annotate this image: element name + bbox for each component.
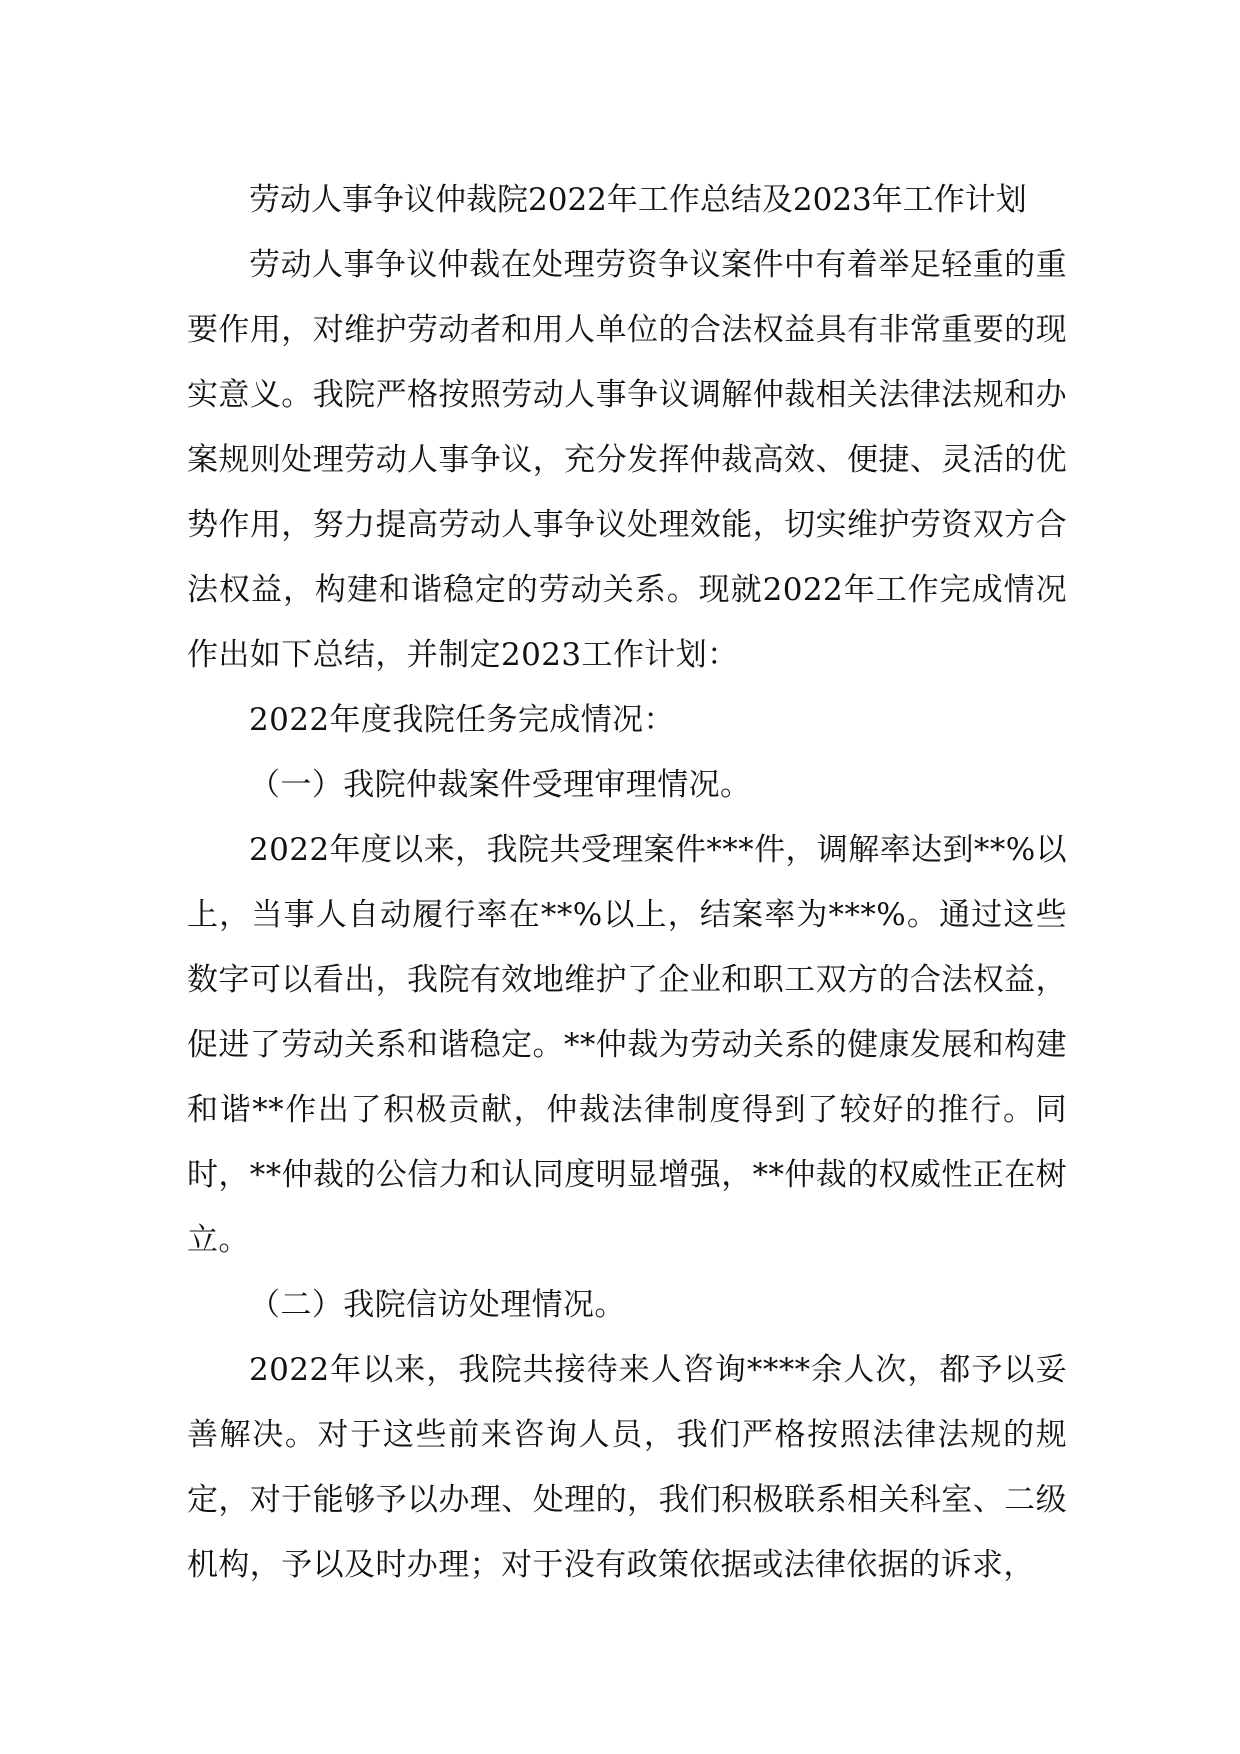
paragraph-intro: 劳动人事争议仲裁在处理劳资争议案件中有着举足轻重的重要作用，对维护劳动者和用人单位的合法权益具有非常重要的现实意义。我院严格按照劳动人事争议调解仲裁相关法律法规和办案规则处理劳动人事争议，充分发挥仲裁高效、便捷、灵活的优势作用，努力提高劳动人事争议处理效能，切实维护劳资双方合法权益，构建和谐稳定的劳动关系。现就2022年工作完成情况作出如下总结，并制定2023工作计划： [187, 247, 1067, 673]
paragraph-subheading-2: （二）我院信访处理情况。 [249, 1287, 626, 1323]
paragraph-section-heading: 2022年度我院任务完成情况： [249, 702, 675, 738]
paragraph-cases: 2022年度以来，我院共受理案件***件，调解率达到**%以上，当事人自动履行率在**%以上，结案率为***%。通过这些数字可以看出，我院有效地维护了企业和职工双方的合法权益，促进了劳动关系和谐稳定。**仲裁为劳动关系的健康发展和构建和谐**作出了积极贡献，仲裁法律制度得到了较好的推行。同时，**仲裁的公信力和认同度明显增强，**仲裁的权威性正在树立。 [187, 832, 1067, 1258]
paragraph-subheading-1: （一）我院仲裁案件受理审理情况。 [249, 767, 752, 803]
document-title: 劳动人事争议仲裁院2022年工作总结及2023年工作计划 [249, 182, 1027, 218]
document-body [187, 168, 1067, 1598]
paragraph-petitions: 2022年以来，我院共接待来人咨询****余人次，都予以妥善解决。对于这些前来咨询人员，我们严格按照法律法规的规定，对于能够予以办理、处理的，我们积极联系相关科室、二级机构，予以及时办理；对于没有政策依据或法律依据的诉求， [187, 1352, 1067, 1583]
